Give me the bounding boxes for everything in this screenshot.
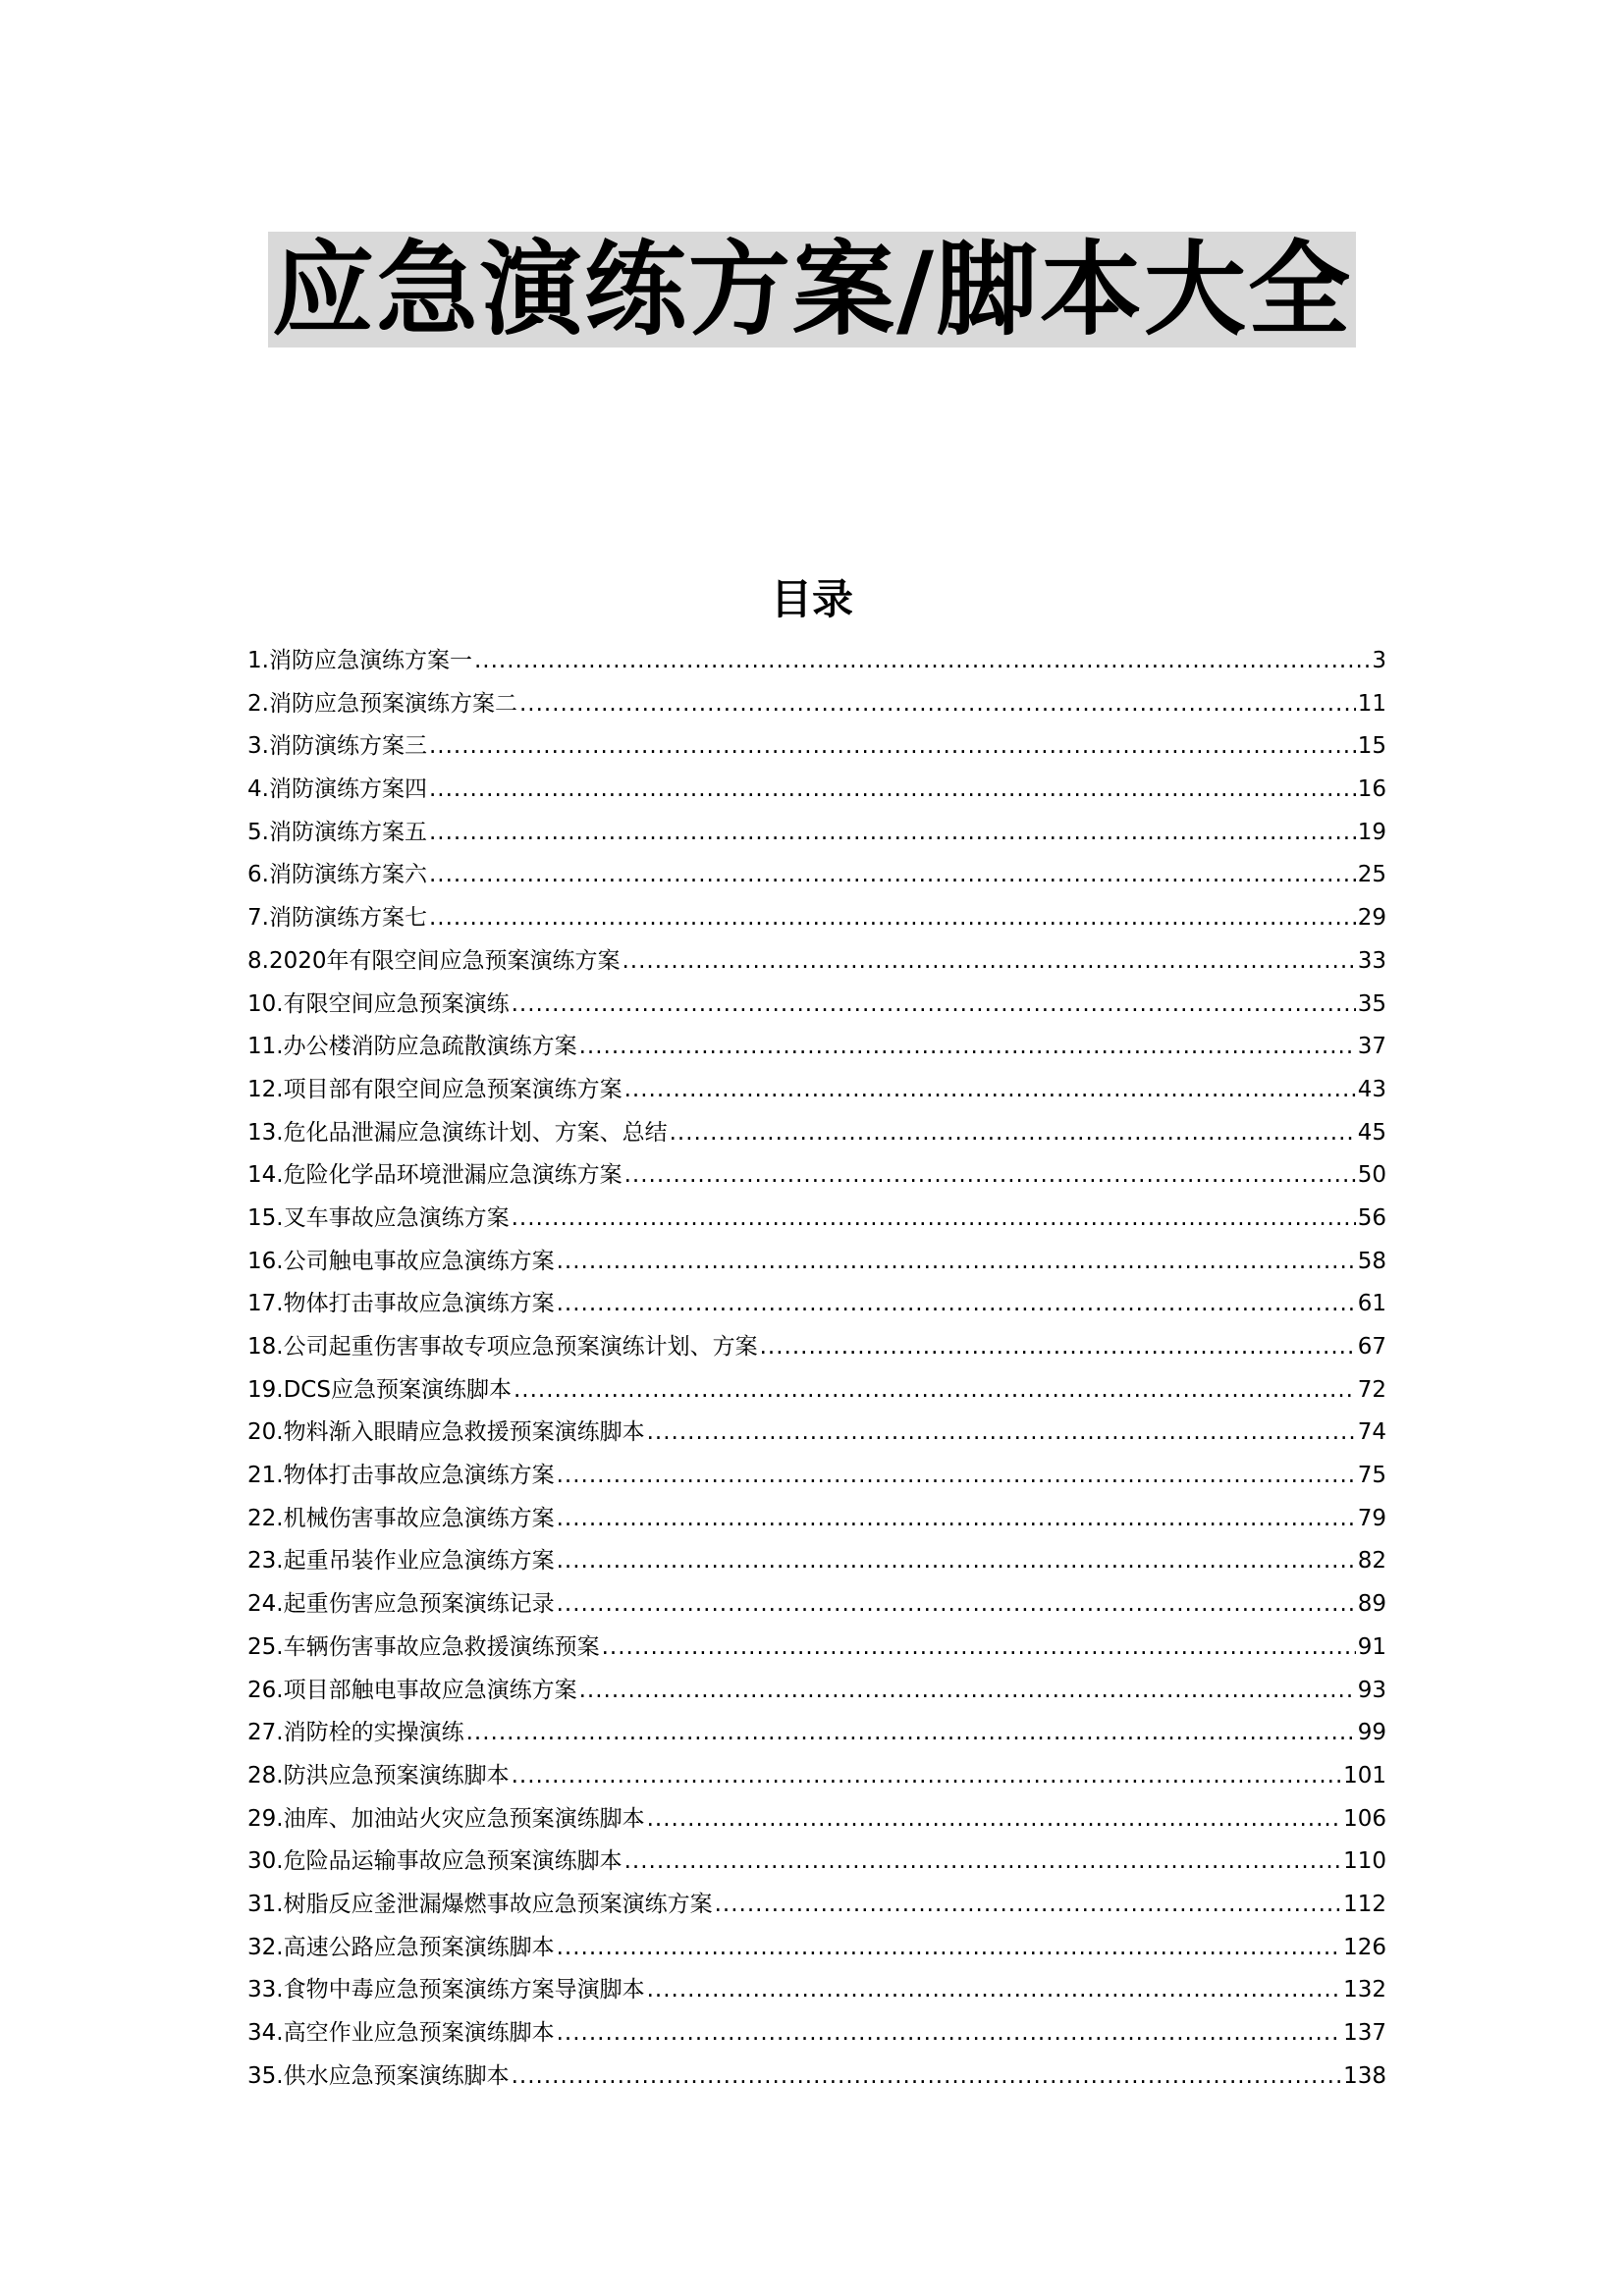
- toc-leader-dots: [557, 1927, 1342, 1970]
- toc-entry[interactable]: [247, 683, 1386, 726]
- toc-entry-page: 89: [1357, 1591, 1386, 1618]
- toc-entry[interactable]: [247, 1884, 1386, 1927]
- toc-entry-label: 10.有限空间应急预案演练: [247, 990, 510, 1017]
- toc-leader-dots: [512, 984, 1356, 1027]
- toc-entry-label: 34.高空作业应急预案演练脚本: [247, 2020, 555, 2046]
- toc-entry-label: 6.消防演练方案六: [247, 862, 427, 888]
- toc-leader-dots: [579, 1026, 1356, 1069]
- toc-entry-label: 25.车辆伤害事故应急救援演练预案: [247, 1633, 600, 1660]
- toc-entry-page: 16: [1357, 776, 1386, 803]
- toc-entry-label: 20.物料渐入眼睛应急救援预案演练脚本: [247, 1419, 645, 1446]
- toc-leader-dots: [624, 1069, 1356, 1112]
- toc-entry-label: 16.公司触电事故应急演练方案: [247, 1248, 555, 1274]
- toc-entry-label: 14.危险化学品环境泄漏应急演练方案: [247, 1162, 623, 1189]
- toc-leader-dots: [557, 1455, 1356, 1498]
- toc-entry-page: 61: [1357, 1291, 1386, 1317]
- toc-entry-page: 101: [1343, 1762, 1386, 1789]
- toc-entry[interactable]: [247, 854, 1386, 897]
- toc-entry-label: 12.项目部有限空间应急预案演练方案: [247, 1076, 623, 1102]
- toc-entry[interactable]: [247, 1026, 1386, 1069]
- toc-entry-page: 132: [1343, 1977, 1386, 2003]
- toc-entry-label: 23.起重吊装作业应急演练方案: [247, 1548, 555, 1575]
- toc-leader-dots: [429, 725, 1356, 769]
- toc-entry[interactable]: [247, 1498, 1386, 1541]
- toc-entry[interactable]: [247, 1198, 1386, 1241]
- toc-leader-dots: [622, 940, 1355, 984]
- toc-entry-page: 112: [1343, 1891, 1386, 1917]
- toc-entry[interactable]: [247, 1583, 1386, 1627]
- toc-entry-page: 72: [1357, 1376, 1386, 1403]
- toc-entry-page: 82: [1357, 1548, 1386, 1575]
- toc-leader-dots: [579, 1670, 1356, 1713]
- toc-entry-page: 93: [1357, 1677, 1386, 1703]
- toc-leader-dots: [429, 897, 1356, 940]
- toc-entry-page: 67: [1357, 1334, 1386, 1360]
- toc-leader-dots: [557, 1498, 1356, 1541]
- toc-entry[interactable]: [247, 1627, 1386, 1670]
- title-container: [0, 232, 1624, 347]
- toc-entry-page: 37: [1357, 1034, 1386, 1060]
- toc-leader-dots: [512, 1755, 1342, 1798]
- toc-entry[interactable]: [247, 1455, 1386, 1498]
- toc-entry[interactable]: [247, 1540, 1386, 1583]
- toc-entry-page: 3: [1372, 648, 1386, 673]
- toc-entry-page: 33: [1357, 947, 1386, 974]
- toc-entry-page: 50: [1357, 1162, 1386, 1189]
- toc-entry-label: 13.危化品泄漏应急演练计划、方案、总结: [247, 1119, 668, 1146]
- toc-entry[interactable]: [247, 1969, 1386, 2012]
- toc-entry[interactable]: [247, 1712, 1386, 1755]
- toc-entry[interactable]: [247, 1326, 1386, 1369]
- toc-entry-page: 106: [1343, 1805, 1386, 1832]
- toc-entry[interactable]: [247, 1241, 1386, 1284]
- toc-entry-page: 110: [1343, 1848, 1386, 1875]
- toc-entry[interactable]: [247, 2056, 1386, 2099]
- toc-leader-dots: [670, 1112, 1356, 1155]
- toc-entry-label: 27.消防栓的实操演练: [247, 1720, 464, 1746]
- toc-leader-dots: [519, 683, 1356, 726]
- toc-entry-page: 35: [1357, 990, 1386, 1017]
- toc-leader-dots: [466, 1712, 1356, 1755]
- toc-entry[interactable]: [247, 812, 1386, 855]
- toc-entry[interactable]: [247, 1283, 1386, 1326]
- toc-entry-page: 91: [1357, 1633, 1386, 1660]
- toc-entry-label: 3.消防演练方案三: [247, 733, 427, 760]
- toc-entry-label: 7.消防演练方案七: [247, 905, 427, 932]
- toc-entry[interactable]: [247, 940, 1386, 984]
- toc-entry-label: 5.消防演练方案五: [247, 819, 427, 845]
- toc-entry[interactable]: [247, 1927, 1386, 1970]
- toc-leader-dots: [647, 1412, 1356, 1455]
- toc-entry[interactable]: [247, 1154, 1386, 1198]
- toc-entry[interactable]: [247, 1755, 1386, 1798]
- toc-entry[interactable]: [247, 984, 1386, 1027]
- toc-entry-label: 19.DCS应急预案演练脚本: [247, 1376, 512, 1403]
- toc-entry-label: 15.叉车事故应急演练方案: [247, 1204, 510, 1231]
- toc-entry-page: 99: [1357, 1720, 1386, 1746]
- toc-entry-page: 56: [1357, 1204, 1386, 1231]
- toc-entry-label: 31.树脂反应釜泄漏爆燃事故应急预案演练方案: [247, 1891, 713, 1917]
- toc-leader-dots: [602, 1627, 1356, 1670]
- toc-entry-label: 29.油库、加油站火灾应急预案演练脚本: [247, 1805, 645, 1832]
- toc-leader-dots: [429, 812, 1356, 855]
- toc-entry-page: 15: [1357, 733, 1386, 760]
- toc-entry-page: 29: [1357, 905, 1386, 932]
- toc-entry-page: 19: [1357, 819, 1386, 845]
- toc-leader-dots: [474, 640, 1370, 683]
- toc-entry-label: 30.危险品运输事故应急预案演练脚本: [247, 1848, 623, 1875]
- toc-entry-page: 75: [1357, 1463, 1386, 1489]
- toc-entry[interactable]: [247, 1112, 1386, 1155]
- toc-entry-label: 4.消防演练方案四: [247, 776, 427, 803]
- toc-entry-label: 21.物体打击事故应急演练方案: [247, 1463, 555, 1489]
- table-of-contents: [247, 640, 1386, 2098]
- toc-entry-page: 126: [1343, 1934, 1386, 1960]
- toc-entry-label: 11.办公楼消防应急疏散演练方案: [247, 1034, 577, 1060]
- toc-entry-label: 1.消防应急演练方案一: [247, 648, 472, 673]
- toc-entry[interactable]: [247, 769, 1386, 812]
- toc-entry-page: 25: [1357, 862, 1386, 888]
- toc-entry[interactable]: [247, 1841, 1386, 1884]
- toc-entry[interactable]: [247, 1412, 1386, 1455]
- toc-entry[interactable]: [247, 2012, 1386, 2056]
- toc-entry[interactable]: [247, 897, 1386, 940]
- toc-entry-label: 22.机械伤害事故应急演练方案: [247, 1505, 555, 1531]
- toc-leader-dots: [429, 769, 1356, 812]
- toc-entry-label: 18.公司起重伤害事故专项应急预案演练计划、方案: [247, 1334, 758, 1360]
- toc-leader-dots: [514, 1369, 1356, 1413]
- toc-entry-label: 17.物体打击事故应急演练方案: [247, 1291, 555, 1317]
- toc-entry-label: 33.食物中毒应急预案演练方案导演脚本: [247, 1977, 645, 2003]
- toc-entry-label: 26.项目部触电事故应急演练方案: [247, 1677, 577, 1703]
- toc-entry[interactable]: [247, 1369, 1386, 1413]
- toc-entry-page: 74: [1357, 1419, 1386, 1446]
- toc-leader-dots: [624, 1154, 1356, 1198]
- toc-entry-page: 79: [1357, 1505, 1386, 1531]
- toc-entry-label: 35.供水应急预案演练脚本: [247, 2062, 510, 2089]
- toc-entry[interactable]: [247, 725, 1386, 769]
- toc-entry-page: 137: [1343, 2020, 1386, 2046]
- toc-entry-page: 58: [1357, 1248, 1386, 1274]
- document-title: 应急演练方案/脚本大全: [268, 232, 1356, 347]
- toc-entry[interactable]: [247, 1798, 1386, 1842]
- toc-leader-dots: [624, 1841, 1342, 1884]
- toc-entry-label: 24.起重伤害应急预案演练记录: [247, 1591, 555, 1618]
- toc-heading: 目录: [770, 575, 853, 623]
- toc-entry[interactable]: [247, 1670, 1386, 1713]
- toc-entry-page: 11: [1357, 690, 1386, 717]
- toc-entry[interactable]: [247, 1069, 1386, 1112]
- toc-leader-dots: [512, 2056, 1342, 2099]
- toc-leader-dots: [715, 1884, 1342, 1927]
- toc-leader-dots: [557, 2012, 1342, 2056]
- toc-leader-dots: [647, 1798, 1342, 1842]
- toc-entry-page: 138: [1343, 2062, 1386, 2089]
- toc-entry-page: 43: [1357, 1076, 1386, 1102]
- toc-leader-dots: [557, 1241, 1356, 1284]
- toc-entry-page: 45: [1357, 1119, 1386, 1146]
- toc-leader-dots: [557, 1540, 1356, 1583]
- toc-leader-dots: [557, 1583, 1356, 1627]
- toc-entry[interactable]: [247, 640, 1386, 683]
- toc-entry-label: 2.消防应急预案演练方案二: [247, 690, 517, 717]
- toc-leader-dots: [647, 1969, 1342, 2012]
- toc-leader-dots: [429, 854, 1356, 897]
- toc-entry-label: 8.2020年有限空间应急预案演练方案: [247, 947, 621, 974]
- toc-leader-dots: [512, 1198, 1356, 1241]
- toc-entry-label: 32.高速公路应急预案演练脚本: [247, 1934, 555, 1960]
- toc-entry-label: 28.防洪应急预案演练脚本: [247, 1762, 510, 1789]
- toc-leader-dots: [760, 1326, 1356, 1369]
- toc-leader-dots: [557, 1283, 1356, 1326]
